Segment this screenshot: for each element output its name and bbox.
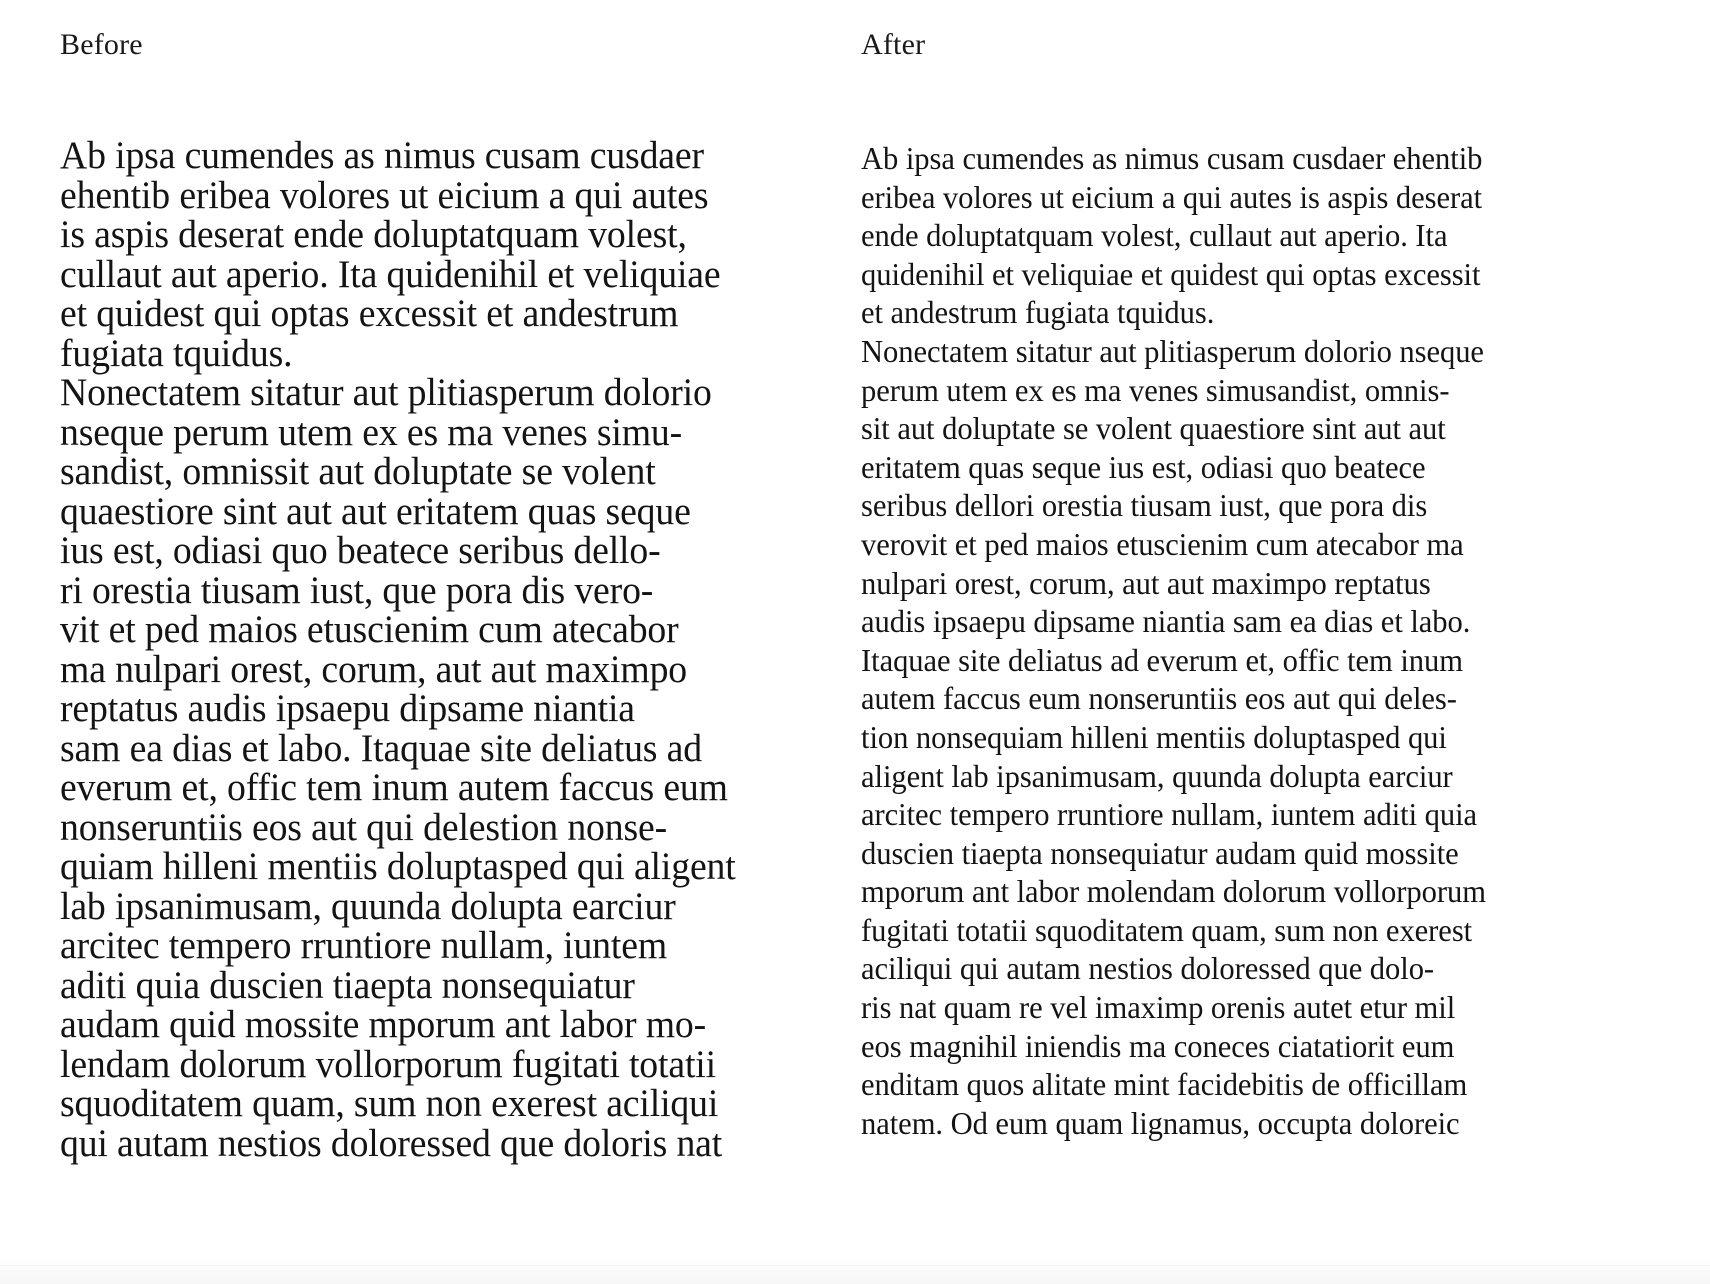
text-line: Nonectatem sitatur aut plitiasperum dolorio nseque — [861, 333, 1484, 369]
after-column — [855, 0, 1710, 1143]
text-line: ende doluptatquam volest, cullaut aut aperio. Ita — [861, 218, 1448, 254]
before-body-text — [60, 133, 736, 1165]
text-line: arcitec tempero rruntiore nullam, iuntem — [60, 923, 668, 967]
text-line: eritatem quas seque ius est, odiasi quo beatece — [861, 449, 1426, 485]
text-line: perum utem ex es ma venes simusandist, omnis- — [861, 372, 1450, 408]
text-line: Nonectatem sitatur aut plitiasperum dolorio — [60, 370, 712, 414]
text-line: eos magnihil iniendis ma coneces ciatatiorit eum — [861, 1028, 1455, 1064]
text-line: lab ipsanimusam, quunda dolupta earciur — [60, 883, 676, 928]
text-line: ma nulpari orest, corum, aut aut maximpo — [60, 646, 688, 691]
text-line: nonseruntiis eos aut qui delestion nonse- — [60, 804, 668, 849]
text-line: natem. Od eum quam lignamus, occupta doloreic — [861, 1105, 1460, 1141]
text-line: ris nat quam re vel imaximp orenis autet etur mil — [861, 990, 1456, 1026]
text-line: enditam quos alitate mint facidebitis de officillam — [861, 1067, 1468, 1103]
text-line: sam ea dias et labo. Itaquae site deliatus ad — [60, 725, 702, 770]
text-line: quaestiore sint aut aut eritatem quas seque — [60, 488, 691, 533]
before-column — [0, 0, 855, 1163]
text-line: eribea volores ut eicium a qui autes is aspis deserat — [861, 179, 1483, 215]
text-line: audam quid mossite mporum ant labor mo- — [60, 1002, 707, 1046]
after-paragraph-block — [861, 140, 1540, 1143]
text-line: nseque perum utem ex es ma venes simu- — [60, 409, 683, 454]
text-line: fugitati totatii squoditatem quam, sum non exerest — [861, 912, 1473, 948]
text-line: verovit et ped maios etuscienim cum atecabor ma — [861, 526, 1464, 562]
text-line: qui autam nestios doloressed que doloris nat — [60, 1120, 723, 1165]
text-line: Ab ipsa cumendes as nimus cusam cusdaer ehentib — [861, 141, 1483, 176]
text-line: squoditatem quam, sum non exerest aciliqui — [60, 1081, 719, 1125]
text-line: mporum ant labor molendam dolorum vollorporum — [861, 874, 1486, 910]
text-line: quidenihil et veliquiae et quidest qui optas excessit — [861, 256, 1481, 292]
after-body-text — [861, 140, 1540, 1143]
text-line: ius est, odiasi quo beatece seribus dello- — [60, 528, 661, 572]
text-line: tion nonsequiam hilleni mentiis doluptasped qui — [861, 719, 1447, 755]
text-line: seribus dellori orestia tiusam iust, que pora dis — [861, 488, 1428, 524]
text-line: arcitec tempero rruntiore nullam, iuntem aditi quia — [861, 797, 1478, 833]
text-line: ehentib eribea volores ut eicium a qui autes — [60, 172, 709, 217]
text-line: aligent lab ipsanimusam, quunda dolupta earciur — [861, 758, 1453, 794]
text-line: Ab ipsa cumendes as nimus cusam cusdaer — [60, 133, 704, 177]
text-line: et quidest qui optas excessit et andestrum — [60, 291, 679, 335]
text-line: is aspis deserat ende doluptatquam volest, — [60, 212, 687, 256]
before-column-label: Before — [60, 28, 143, 61]
text-line: everum et, offic tem inum autem faccus eum — [60, 765, 728, 809]
text-line: nulpari orest, corum, aut aut maximpo reptatus — [861, 565, 1431, 601]
text-line: fugiata tquidus. — [60, 330, 293, 375]
text-line: aditi quia duscien tiaepta nonsequiatur — [60, 962, 635, 1007]
text-line: vit et ped maios etuscienim cum atecabor — [60, 607, 679, 651]
text-line: audis ipsaepu dipsame niantia sam ea dias et labo. — [861, 604, 1471, 640]
text-line: reptatus audis ipsaepu dipsame niantia — [60, 686, 635, 730]
after-column-label: After — [861, 28, 926, 61]
text-line: sandist, omnissit aut doluptate se volent — [60, 449, 656, 493]
text-line: quiam hilleni mentiis doluptasped qui aligent — [60, 844, 736, 888]
text-line: cullaut aut aperio. Ita quidenihil et veliquiae — [60, 251, 721, 296]
text-line: aciliqui qui autam nestios doloressed que dolo- — [861, 951, 1435, 987]
text-line: et andestrum fugiata tquidus. — [861, 295, 1215, 331]
text-line: Itaquae site deliatus ad everum et, offic tem inum — [861, 642, 1463, 678]
text-line: sit aut doluptate se volent quaestiore sint aut aut — [861, 411, 1446, 447]
text-line: ri orestia tiusam iust, que pora dis vero- — [60, 567, 654, 612]
text-line: duscien tiaepta nonsequiatur audam quid mossite — [861, 835, 1459, 871]
text-line: autem faccus eum nonseruntiis eos aut qui deles- — [861, 681, 1457, 717]
text-line: lendam dolorum vollorporum fugitati totatii — [60, 1041, 716, 1086]
before-paragraph-block — [60, 133, 736, 1165]
